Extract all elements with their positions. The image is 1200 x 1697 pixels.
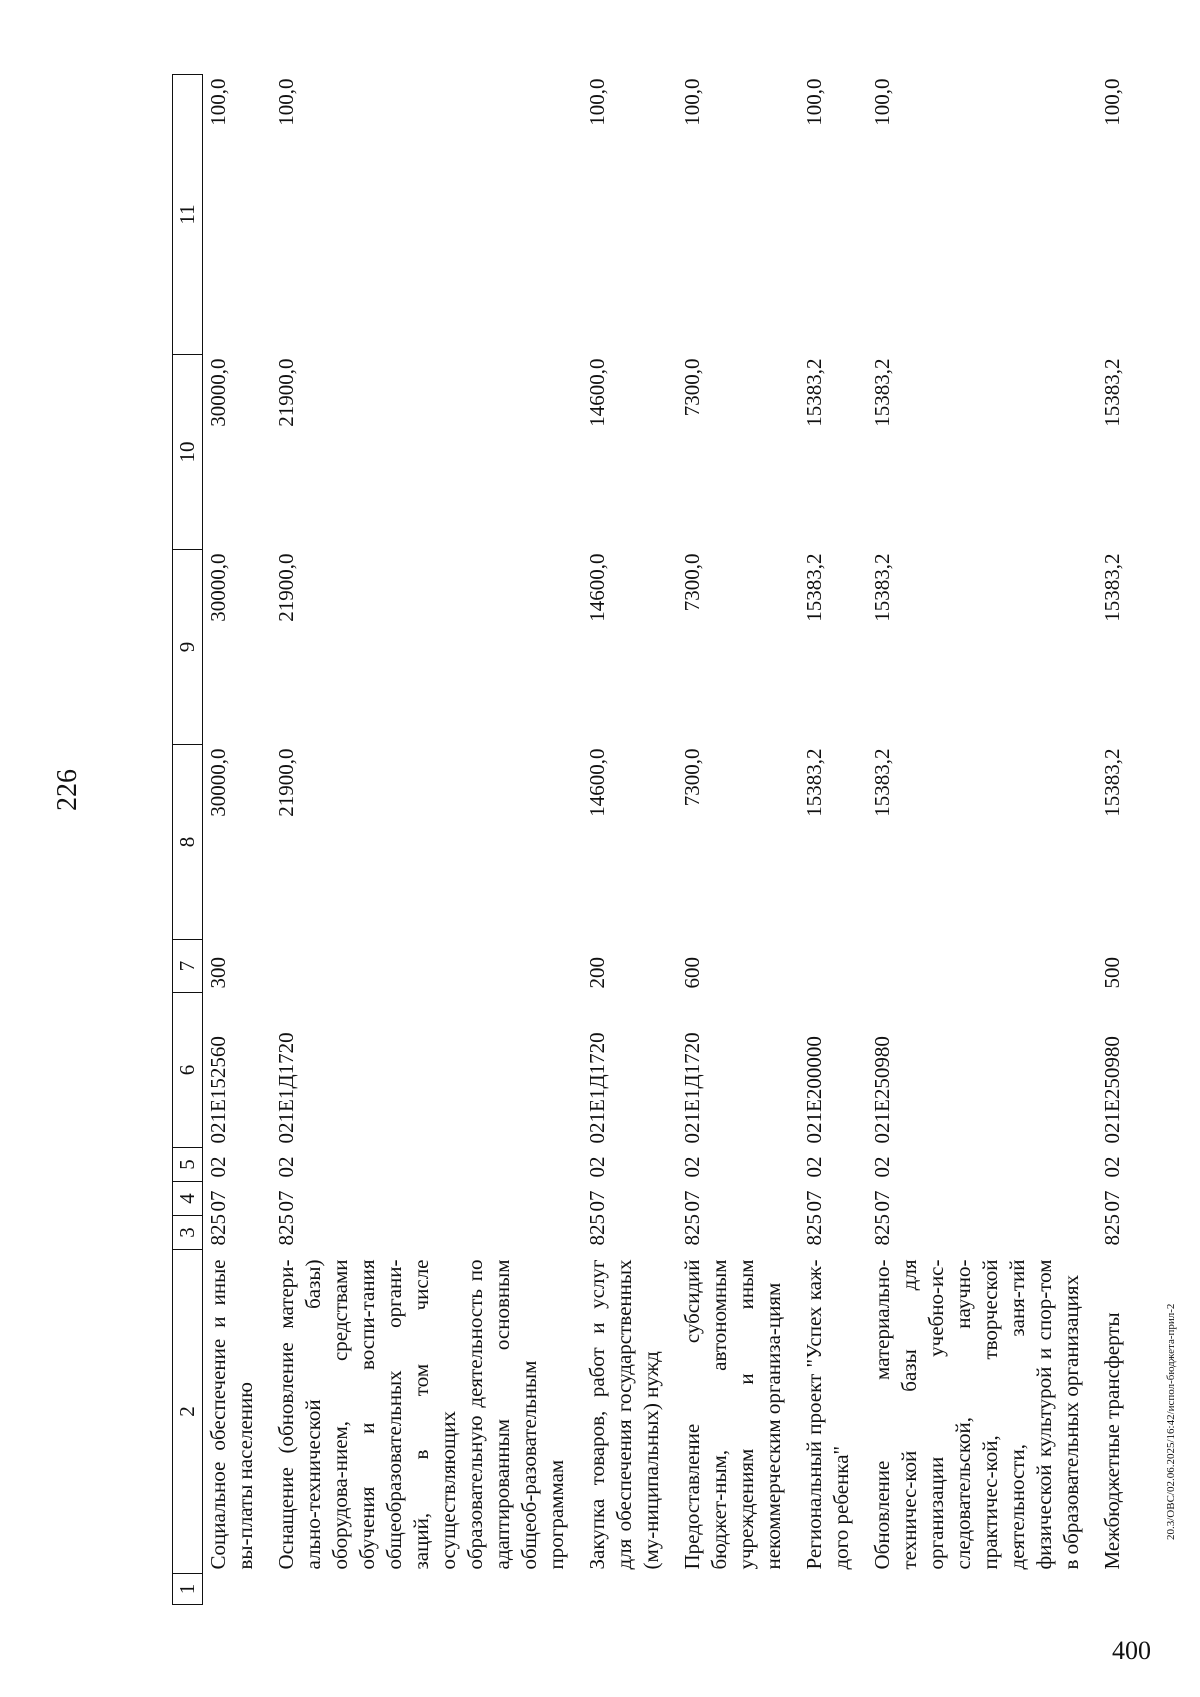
column-header: 3	[173, 1216, 203, 1250]
cell-expense-type: 500	[1100, 957, 1124, 989]
cell-value: 30000,0	[203, 355, 274, 550]
cell-expense-type	[273, 940, 584, 993]
cell-section: 07	[274, 1190, 298, 1212]
column-header: 10	[173, 355, 203, 550]
cell-value: 21900,0	[274, 358, 298, 427]
cell-number	[801, 1574, 869, 1605]
cell-ministry-code: 825	[802, 1214, 826, 1246]
table-row	[869, 75, 1099, 1605]
cell-percent: 100,0	[680, 78, 704, 126]
cell-value: 7300,0	[680, 748, 704, 807]
cell-value: 21900,0	[274, 748, 298, 817]
cell-description: Закупка товаров, работ и услуг для обеспечения государственных (му-ниципальных) нужд	[585, 1259, 663, 1570]
cell-value: 7300,0	[680, 553, 704, 612]
cell-section: 07	[203, 1182, 274, 1216]
column-header: 11	[173, 75, 203, 355]
cell-value: 14600,0	[585, 358, 609, 427]
cell-subsection: 02	[1100, 1156, 1124, 1178]
page-number-top: 226	[52, 769, 83, 811]
cell-section: 07	[870, 1190, 894, 1212]
column-header: 2	[173, 1250, 203, 1574]
cell-ministry-code: 825	[680, 1214, 704, 1246]
cell-subsection: 02	[802, 1156, 826, 1178]
cell-expense-type: 200	[585, 957, 609, 989]
cell-expense-type: 600	[680, 957, 704, 989]
cell-description: Социальное обеспечение и иные вы-платы населению	[203, 1250, 274, 1574]
column-header: 4	[173, 1182, 203, 1216]
cell-description: Межбюджетные трансферты	[1100, 1312, 1124, 1570]
header-row	[173, 75, 203, 1605]
cell-ministry-code: 825	[870, 1214, 894, 1246]
budget-table	[172, 74, 1140, 1605]
cell-subsection: 02	[680, 1156, 704, 1178]
cell-percent: 100,0	[585, 78, 609, 126]
cell-value: 14600,0	[585, 553, 609, 622]
cell-description: Региональный проект "Успех каж-дого ребенка"	[802, 1259, 853, 1570]
column-header: 1	[173, 1574, 203, 1605]
column-header: 6	[173, 993, 203, 1148]
cell-value: 15383,2	[1100, 358, 1124, 427]
cell-percent: 100,0	[870, 78, 894, 126]
table-row	[1099, 75, 1140, 1605]
column-header: 8	[173, 745, 203, 940]
cell-target-article: 021Е200000	[802, 1036, 826, 1144]
cell-target-article: 021Е1Д1720	[585, 1032, 609, 1144]
cell-value: 15383,2	[870, 553, 894, 622]
table-row	[801, 75, 869, 1605]
cell-percent: 100,0	[1100, 78, 1124, 126]
cell-section: 07	[1100, 1190, 1124, 1212]
table-row	[679, 75, 801, 1605]
cell-value: 21900,0	[274, 553, 298, 622]
column-header: 7	[173, 940, 203, 993]
cell-number	[203, 1574, 274, 1605]
footer-document-code: 20.3/ОВС/02.06.2025/16:42/испол-бюджета-прил-2	[1165, 1303, 1177, 1540]
cell-subsection: 02	[203, 1148, 274, 1182]
cell-target-article: 021Е250980	[1100, 1036, 1124, 1144]
cell-target-article: 021Е1Д1720	[274, 1032, 298, 1144]
cell-section: 07	[802, 1190, 826, 1212]
cell-ministry-code: 825	[203, 1216, 274, 1250]
table-row	[273, 75, 584, 1605]
cell-ministry-code: 825	[1100, 1214, 1124, 1246]
cell-subsection: 02	[585, 1156, 609, 1178]
cell-target-article: 021Е152560	[203, 993, 274, 1148]
cell-number	[1099, 1574, 1140, 1605]
cell-value: 15383,2	[802, 553, 826, 622]
budget-table-container	[172, 75, 1124, 1605]
cell-number	[584, 1574, 679, 1605]
cell-number	[869, 1574, 1099, 1605]
cell-ministry-code: 825	[274, 1214, 298, 1246]
cell-percent: 100,0	[203, 75, 274, 355]
cell-percent: 100,0	[802, 78, 826, 126]
cell-value: 7300,0	[680, 358, 704, 417]
cell-expense-type: 300	[203, 940, 274, 993]
cell-description: Предоставление субсидий бюджет-ным, автономным учреждениям и иным некоммерческим организа-циям	[680, 1259, 785, 1570]
cell-number	[273, 1574, 584, 1605]
column-header: 5	[173, 1148, 203, 1182]
cell-description: Обновление материально-техничес-кой базы для организации учебно-ис-следовательской, научно-практичес-кой, творческой деятельности, заня-тий физической культурой и спор-том в образовательных организациях	[870, 1259, 1083, 1570]
cell-value: 15383,2	[870, 748, 894, 817]
cell-expense-type	[801, 940, 869, 993]
cell-value: 15383,2	[802, 358, 826, 427]
column-header: 9	[173, 550, 203, 745]
cell-value: 15383,2	[1100, 553, 1124, 622]
cell-value: 30000,0	[203, 550, 274, 745]
table-row	[584, 75, 679, 1605]
cell-value: 30000,0	[203, 745, 274, 940]
cell-percent: 100,0	[274, 78, 298, 126]
cell-target-article: 021Е1Д1720	[680, 1032, 704, 1144]
cell-value: 14600,0	[585, 748, 609, 817]
cell-ministry-code: 825	[585, 1214, 609, 1246]
cell-subsection: 02	[274, 1156, 298, 1178]
cell-section: 07	[680, 1190, 704, 1212]
cell-value: 15383,2	[1100, 748, 1124, 817]
cell-section: 07	[585, 1190, 609, 1212]
cell-value: 15383,2	[802, 748, 826, 817]
cell-description: Оснащение (обновление матери-ально-технической базы) оборудова-нием, средствами обучения и воспи-тания общеобразовательных органи-заций, в том числе осуществляющих образовательную деятельность по адаптированным основным общеоб-разовательным программам	[274, 1259, 568, 1570]
cell-subsection: 02	[870, 1156, 894, 1178]
page-number-bottom: 400	[1112, 1636, 1151, 1665]
table-row	[203, 75, 274, 1605]
cell-target-article: 021Е250980	[870, 1036, 894, 1144]
cell-value: 15383,2	[870, 358, 894, 427]
cell-number	[679, 1574, 801, 1605]
cell-expense-type	[869, 940, 1099, 993]
